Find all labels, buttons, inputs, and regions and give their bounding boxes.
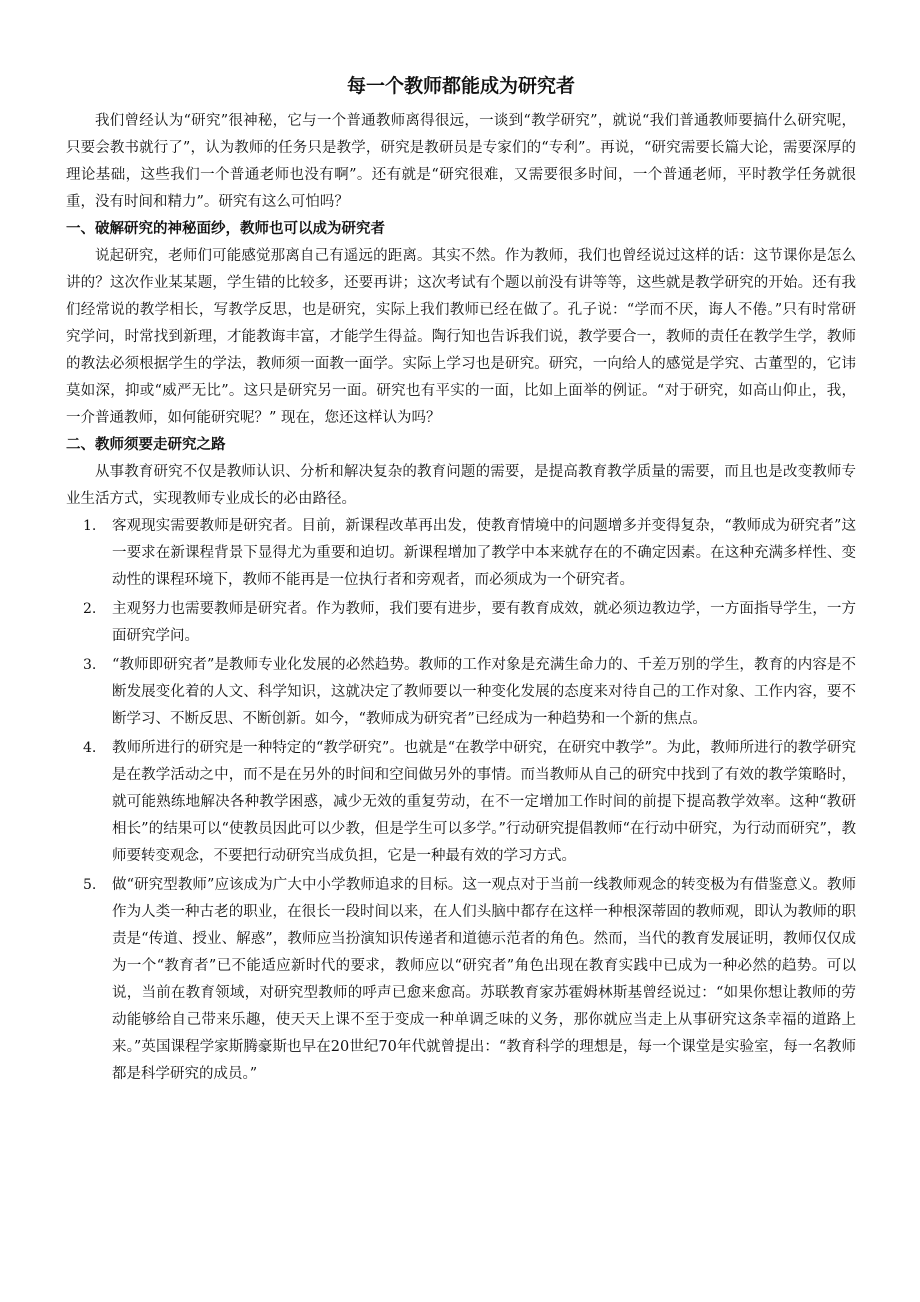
list-item-text: 主观努力也需要教师是研究者。作为教师，我们要有进步，要有教育成效，就必须边教边学，一方面指导学生，一方面研究学问。 bbox=[112, 601, 856, 644]
list-item-text: “教师即研究者”是教师专业化发展的必然趋势。教师的工作对象是充满生命力的、千差万别的学生，教育的内容是不断发展变化着的人文、科学知识，这就决定了教师要以一种变化发展的态度来对待自己的工作对象、工作内容，要不断学习、不断反思、不断创新。如今，“教师成为研究者”已经成为一种趋势和一个新的焦点。 bbox=[112, 657, 856, 727]
list-item-text: 教师所进行的研究是一种特定的“教学研究”。也就是“在教学中研究，在研究中教学”。为此，教师所进行的教学研究是在教学活动之中，而不是在另外的时间和空间做另外的事情。而当教师从自己的研究中找到了有效的教学策略时，就可能熟练地解决各种教学困惑，减少无效的重复劳动，在不一定增加工作时间的前提下提高教学效率。这种“教研相长”的结果可以“使教员因此可以少教，但是学生可以多学。”行动研究提倡教师“在行动中研究，为行动而研究”，教师要转变观念，不要把行动研究当成负担，它是一种最有效的学习方式。 bbox=[112, 740, 856, 864]
list-item-number: 1. bbox=[83, 518, 97, 534]
section-2-heading: 二、教师须要走研究之路 bbox=[66, 437, 226, 453]
list-item-text: 做“研究型教师”应该成为广大中小学教师追求的目标。这一观点对于当前一线教师观念的转变极为有借鉴意义。教师作为人类一种古老的职业，在很长一段时间以来，在人们头脑中都存在这样一种根深蒂固的教师观，即认为教师的职责是“传道、授业、解惑”，教师应当扮演知识传递者和道德示范者的角色。然而，当代的教育发展证明，教师仅仅成为一个“教育者”已不能适应新时代的要求，教师应以“研究者”角色出现在教育实践中已成为一种必然的趋势。可以说，当前在教育领域，对研究型教师的呼声已愈来愈高。苏联教育家苏霍姆林斯基曾经说过：“如果你想让教师的劳动能够给自己带来乐趣，使天天上课不至于变成一种单调乏味的义务，那你就应当走上从事研究这条幸福的道路上来。”英国课程学家斯腾豪斯也早在20世纪70年代就曾提出：“教育科学的理想是，每一个课堂是实验室，每一名教师都是科学研究的成员。” bbox=[112, 877, 856, 1082]
intro-paragraph: 我们曾经认为“研究”很神秘，它与一个普通教师离得很远，一谈到“教学研究”，就说“我们普通教师要搞什么研究呢，只要会教书就行了”，认为教师的任务只是教学，研究是教研员是专家们的“专利”。再说，“研究需要长篇大论，需要深厚的理论基础，这些我们一个普通老师也没有啊”。还有就是“研究很难，又需要很多时间，一个普通老师，平时教学任务就很重，没有时间和精力”。研究有这么可怕吗？ bbox=[66, 113, 856, 210]
section-1-paragraph: 说起研究，老师们可能感觉那离自己有遥远的距离。其实不然。作为教师，我们也曾经说过这样的话：这节课你是怎么讲的？这次作业某某题，学生错的比较多，还要再讲；这次考试有个题以前没有讲等等，这些就是教学研究的开始。还有我们经常说的教学相长，写教学反思，也是研究，实际上我们教师已经在做了。孔子说：“学而不厌，诲人不倦。”只有时常研究学问，时常找到新理，才能教诲丰富，才能学生得益。陶行知也告诉我们说，教学要合一，教师的责任在教学生学，教师的教法必须根据学生的学法，教师须一面教一面学。实际上学习也是研究。研究，一向给人的感觉是学究、古董型的，它讳莫如深，抑或“威严无比”。这只是研究另一面。研究也有平实的一面，比如上面举的例证。“对于研究，如高山仰止，我，一介普通教师，如何能研究呢？” 现在，您还这样认为吗？ bbox=[66, 248, 856, 426]
list-item bbox=[66, 872, 856, 1088]
section-1-heading: 一、破解研究的神秘面纱，教师也可以成为研究者 bbox=[66, 221, 385, 237]
list-item-number: 5. bbox=[83, 877, 97, 893]
section-2-paragraph: 从事教育研究不仅是教师认识、分析和解决复杂的教育问题的需要，是提高教育教学质量的需要，而且也是改变教师专业生活方式，实现教师专业成长的必由路径。 bbox=[66, 464, 856, 507]
document-title: 每一个教师都能成为研究者 bbox=[346, 75, 575, 97]
list-item-number: 4. bbox=[83, 740, 97, 756]
document-page bbox=[66, 72, 856, 1090]
list-item bbox=[66, 652, 856, 733]
list-item bbox=[66, 596, 856, 650]
list-item-number: 3. bbox=[83, 657, 97, 673]
list-item-number: 2. bbox=[83, 601, 97, 617]
numbered-list bbox=[66, 513, 856, 1088]
list-item bbox=[66, 735, 856, 870]
list-item bbox=[66, 513, 856, 594]
list-item-text: 客观现实需要教师是研究者。目前，新课程改革再出发，使教育情境中的问题增多并变得复杂，“教师成为研究者”这一要求在新课程背景下显得尤为重要和迫切。新课程增加了教学中本来就存在的不确定因素。在这种充满多样性、变动性的课程环境下，教师不能再是一位执行者和旁观者，而必须成为一个研究者。 bbox=[112, 518, 856, 588]
